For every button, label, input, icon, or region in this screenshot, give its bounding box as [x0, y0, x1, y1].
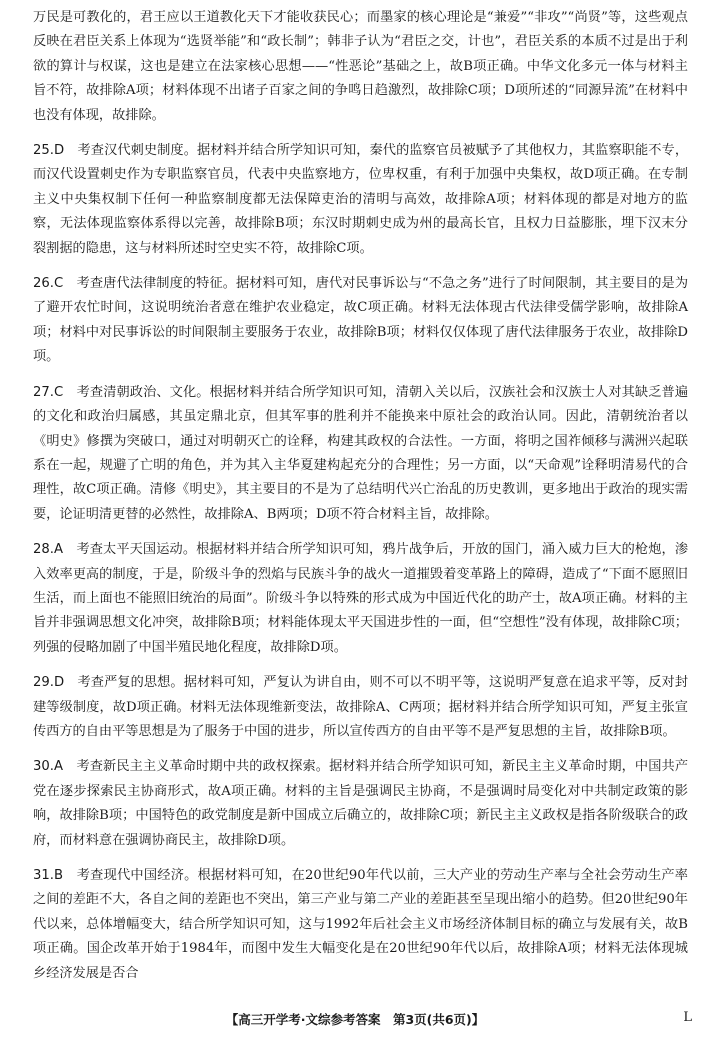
answer-content [33, 6, 688, 986]
explanation-text: 考查汉代刺史制度。据材料并结合所学知识可知，秦代的监察官员被赋予了其他权力，其监察职能不专，而汉代设置刺史作为专职监察官员，代表中央监察地方，位卑权重，有利于加强中央集权，故D项正确。在专制主义中央集权制下任何一种监察制度都无法保障吏治的清明与高效，故排除A项；材料体现的都是对地方的监察，无法体现监察体系得以完善，故排除B项；东汉时期刺史成为州的最高长官，且权力日益膨胀，埋下汉末分裂割据的隐患，这与材料所述时空史实不符，故排除C项。 [33, 143, 689, 256]
answer-item-27 [33, 381, 688, 527]
answer-letter: B [53, 868, 64, 883]
question-number: 25. [33, 143, 54, 159]
answer-letter: A [53, 759, 64, 775]
question-number: 29. [33, 675, 54, 691]
answer-letter: A [53, 542, 64, 558]
answer-item-28 [33, 538, 688, 660]
explanation-text: 考查新民主主义革命时期中共的政权探索。据材料并结合所学知识可知，新民主主义革命时期，中国共产党在逐步探索民主协商形式，故A项正确。材料的主旨是强调民主协商，不是强调时局变化对中共制定政策的影响，故排除B项；中国特色的政党制度是新中国成立后确立的，故排除C项；新民主主义政权是指各阶级联合的政府，而材料意在强调协商民主，故排除D项。 [33, 759, 689, 848]
previous-answer-continuation: 万民是可教化的，君王应以王道教化天下才能收获民心；而墨家的核心理论是“兼爱”“非攻”“尚贤”等，这些观点反映在君臣关系上体现为“选贤举能”和“政长制”；韩非子认为“君臣之交，计也”，君臣关系的本质不过是出于利欲的算计与权谋，这也是建立在法家核心思想——“性恶论”基础之上，故B项正确。中华文化多元一体与材料主旨不符，故排除A项；材料体现不出诸子百家之间的争鸣日趋激烈，故排除C项；D项所述的“同源异流”在材料中也没有体现，故排除。 [33, 10, 688, 123]
explanation-text: 考查清朝政治、文化。根据材料并结合所学知识可知，清朝入关以后，汉族社会和汉族士人对其缺乏普遍的文化和政治归属感，其虽定鼎北京，但其军事的胜利并不能换来中原社会的政治认同。因此，清朝统治者以《明史》修撰为突破口，通过对明朝灭亡的诠释，构建其政权的合法性。一方面，将明之国祚倾移与满洲兴起联系在一起，规避了亡明的角色，并为其入主华夏建构起充分的合理性；另一方面，以“天命观”诠释明清易代的合理性，故C项正确。清修《明史》，其主要目的不是为了总结明代兴亡治乱的历史教训，更多地出于政治的现实需要，论证明清更替的必然性，故排除A、B两项；D项不符合材料主旨，故排除。 [33, 384, 689, 522]
answer-item-29 [33, 671, 688, 744]
explanation-text: 考查太平天国运动。根据材料并结合所学知识可知，鸦片战争后，开放的国门，涌入威力巨大的枪炮，渗入效率更高的制度，于是，阶级斗争的烈焰与民族斗争的战火一道摧毁着变革路上的障碍，造成了“下面不愿照旧生活，而上面也不能照旧统治的局面”。阶级斗争以特殊的形式成为中国近代化的助产士，故A项正确。材料的主旨并非强调思想文化冲突，故排除B项；材料能体现太平天国进步性的一面，但“空想性”没有体现，故排除C项；列强的侵略加剧了中国半殖民地化程度，故排除D项。 [33, 542, 689, 655]
question-number: 28. [33, 542, 54, 558]
question-number: 27. [33, 384, 54, 400]
explanation-text: 考查现代中国经济。根据材料可知，在20世纪90年代以前，三大产业的劳动生产率与全社会劳动生产率之间的差距不大，各自之间的差距也不突出，第三产业与第二产业的差距甚至呈现出缩小的趋势。但20世纪90年代以来，总体增幅变大，结合所学知识可知，这与1992年后社会主义市场经济体制目标的确立与发展有关，故B项正确。国企改革开始于1984年，而图中发生大幅变化是在20世纪90年代以后，故排除A项；材料无法体现城乡经济发展是否合 [33, 868, 688, 981]
question-number: 26. [33, 276, 54, 292]
answer-item-31 [33, 864, 688, 986]
answer-letter: C [53, 276, 64, 292]
question-number: 30. [33, 759, 54, 775]
answer-item-26 [33, 272, 688, 370]
question-number: 31. [33, 868, 54, 883]
answer-item-30 [33, 755, 688, 853]
answer-item-25 [33, 139, 688, 261]
footer-version-letter: L [683, 1010, 692, 1025]
page-footer: 【高三开学考·文综参考答案 第3页(共6页)】 [225, 1012, 485, 1027]
answer-letter: D [53, 675, 65, 691]
explanation-text: 考查唐代法律制度的特征。据材料可知，唐代对民事诉讼与“不急之务”进行了时间限制，其主要目的是为了避开农忙时间，这说明统治者意在维护农业稳定，故C项正确。材料无法体现古代法律受儒学影响，故排除A项；材料中对民事诉讼的时间限制主要服务于农业，故排除B项；材料仅仅体现了唐代法律服务于农业，故排除D项。 [33, 276, 689, 365]
answer-letter: C [53, 384, 64, 400]
explanation-text: 考查严复的思想。据材料可知，严复认为讲自由，则不可以不明平等，这说明严复意在追求平等，反对封建等级制度，故D项正确。材料无法体现维新变法，故排除A、C两项；据材料并结合所学知识可知，严复主张宣传西方的自由平等思想是为了服务于中国的进步，所以宣传西方的自由平等不是严复思想的主旨，故排除B项。 [33, 675, 689, 739]
answer-letter: D [53, 143, 65, 159]
